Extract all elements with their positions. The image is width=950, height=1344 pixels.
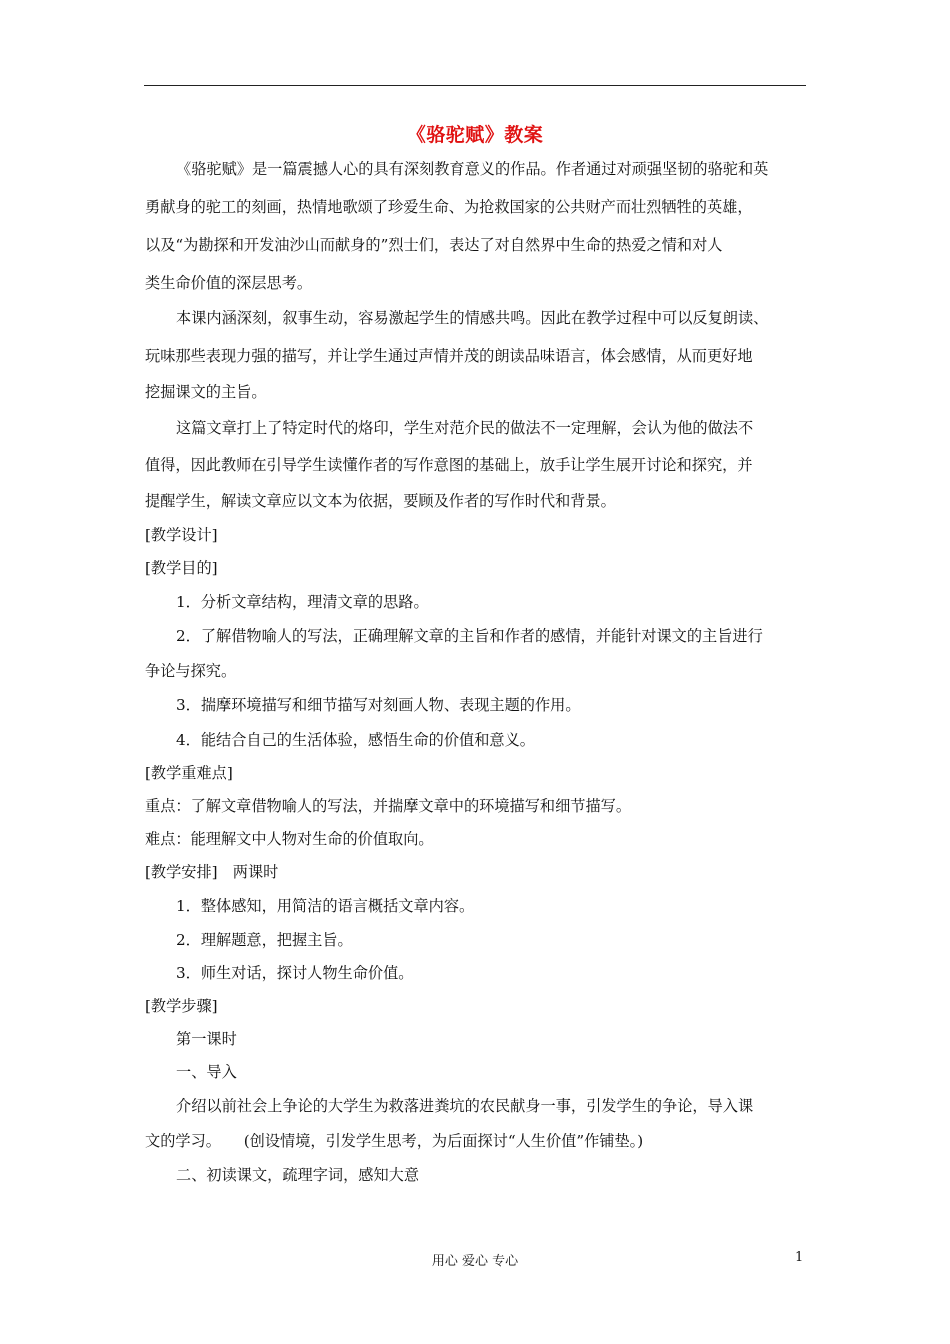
- section-heading: [教学设计]: [145, 526, 218, 544]
- paragraph-line: 提醒学生，解读文章应以文本为依据，要顾及作者的写作时代和背景。: [145, 492, 616, 510]
- paragraph-line: 值得，因此教师在引导学生读懂作者的写作意图的基础上，放手让学生展开讨论和探究，并: [145, 456, 753, 474]
- subheading: 二、初读课文，疏理字词，感知大意: [176, 1166, 419, 1184]
- subheading: 第一课时: [176, 1030, 237, 1048]
- list-item: 1．分析文章结构，理清文章的思路。: [176, 593, 429, 611]
- header-rule: [144, 85, 806, 86]
- list-item: 2．理解题意，把握主旨。: [176, 931, 353, 949]
- paragraph-line: 本课内涵深刻，叙事生动，容易激起学生的情感共鸣。因此在教学过程中可以反复朗读、: [176, 309, 769, 327]
- paragraph-line: 这篇文章打上了特定时代的烙印，学生对范介民的做法不一定理解，会认为他的做法不: [176, 419, 754, 437]
- paragraph-line: 难点：能理解文中人物对生命的价值取向。: [145, 830, 434, 848]
- list-item: 3．揣摩环境描写和细节描写对刻画人物、表现主题的作用。: [176, 696, 581, 714]
- paragraph-line: 玩味那些表现力强的描写，并让学生通过声情并茂的朗读品味语言，体会感情，从而更好地: [145, 347, 753, 365]
- paragraph-line: 介绍以前社会上争论的大学生为救落进粪坑的农民献身一事，引发学生的争论，导入课: [176, 1097, 754, 1115]
- list-item: 1．整体感知，用简洁的语言概括文章内容。: [176, 897, 475, 915]
- paragraph-line: 《骆驼赋》是一篇震撼人心的具有深刻教育意义的作品。作者通过对顽强坚韧的骆驼和英: [176, 160, 769, 178]
- paragraph-line: 类生命价值的深层思考。: [145, 274, 313, 292]
- page-number: 1: [795, 1250, 804, 1265]
- list-item: 3．师生对话，探讨人物生命价值。: [176, 964, 414, 982]
- section-heading: [教学目的]: [145, 559, 218, 577]
- section-heading: [教学安排] 两课时: [145, 863, 279, 881]
- paragraph-line: 以及“为勘探和开发油沙山而献身的”烈士们，表达了对自然界中生命的热爱之情和对人: [145, 236, 723, 254]
- section-heading: [教学步骤]: [145, 997, 218, 1015]
- section-heading: [教学重难点]: [145, 764, 233, 782]
- paragraph-line: 文的学习。 (创设情境，引发学生思考，为后面探讨“人生价值”作铺垫。): [145, 1132, 644, 1150]
- list-item: 4．能结合自己的生活体验，感悟生命的价值和意义。: [176, 731, 535, 749]
- list-item: 2．了解借物喻人的写法，正确理解文章的主旨和作者的感情，并能针对课文的主旨进行: [176, 627, 763, 645]
- paragraph-line: 挖掘课文的主旨。: [145, 383, 267, 401]
- footer-motto: 用心 爱心 专心: [431, 1254, 519, 1269]
- paragraph-line: 勇献身的驼工的刻画，热情地歌颂了珍爱生命、为抢救国家的公共财产而壮烈牺牲的英雄，: [145, 198, 753, 216]
- subheading: 一、导入: [176, 1063, 237, 1081]
- list-item-continuation: 争论与探究。: [145, 662, 237, 680]
- document-title: 《骆驼赋》教案: [406, 124, 544, 146]
- paragraph-line: 重点：了解文章借物喻人的写法，并揣摩文章中的环境描写和细节描写。: [145, 797, 631, 815]
